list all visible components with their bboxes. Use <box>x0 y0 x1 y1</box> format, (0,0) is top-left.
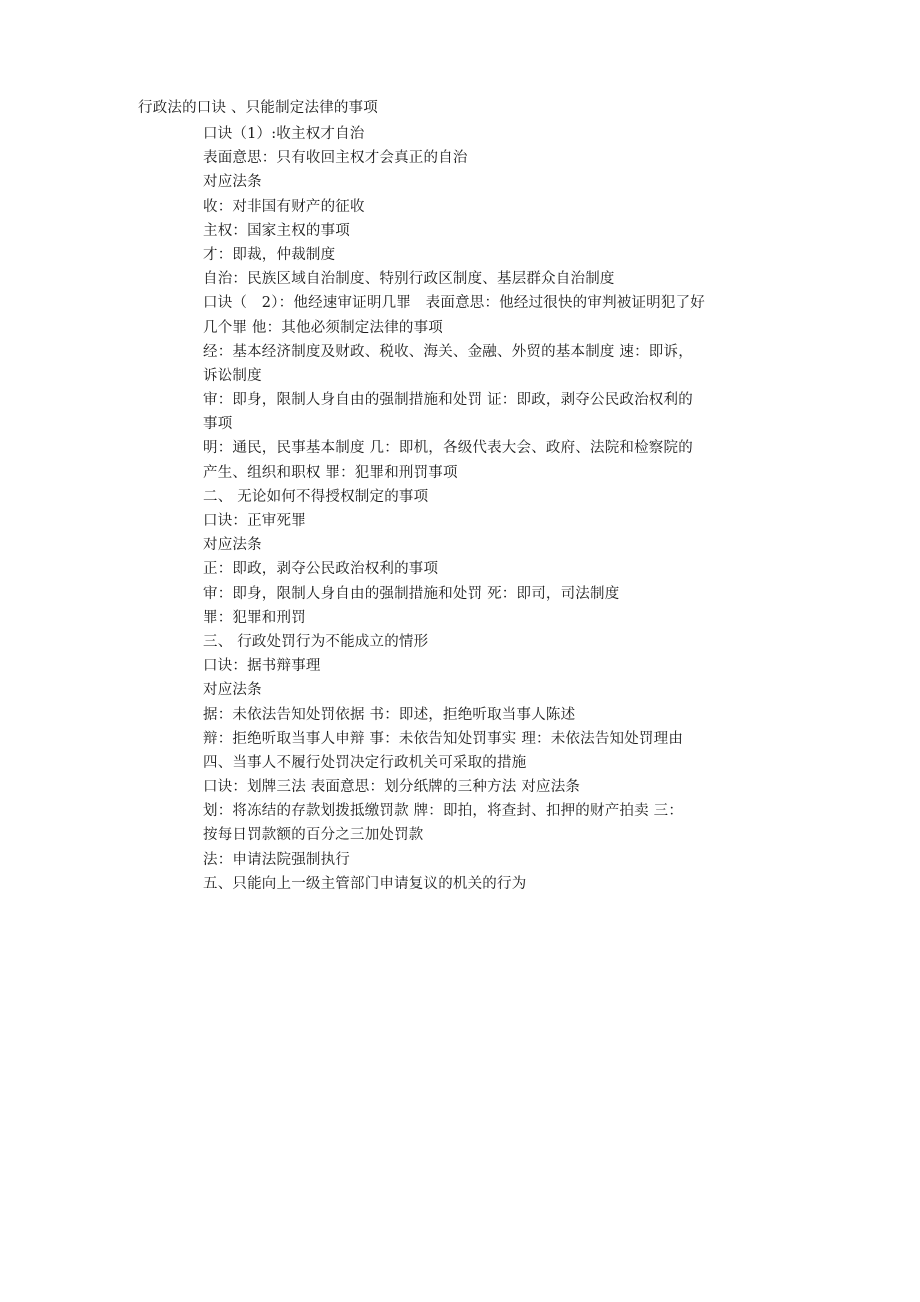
text-line: 表面意思：只有收回主权才会真正的自治 <box>203 150 468 167</box>
text-line: 自治：民族区域自治制度、特别行政区制度、基层群众自治制度 <box>203 271 615 288</box>
text-line: 二、 无论如何不得授权制定的事项 <box>203 488 429 505</box>
text-line: 收：对非国有财产的征收 <box>203 198 365 215</box>
text-line: 五、只能向上一级主管部门申请复议的机关的行为 <box>203 875 527 892</box>
text-line: 审：即身，限制人身自由的强制措施和处罚 证：即政，剥夺公民政治权利的 <box>203 392 693 409</box>
text-line: 法：申请法院强制执行 <box>203 851 350 868</box>
text-line: 口诀：划牌三法 表面意思：划分纸牌的三种方法 对应法条 <box>203 779 581 796</box>
text-line: 罪：犯罪和刑罚 <box>203 609 306 626</box>
text-line: 划：将冻结的存款划拨抵缴罚款 牌：即拍，将查封、扣押的财产拍卖 三： <box>203 803 684 820</box>
text-line: 对应法条 <box>203 537 262 554</box>
text-line: 口诀：据书辩事理 <box>203 658 321 675</box>
text-line: 才：即裁，仲裁制度 <box>203 246 336 263</box>
text-line: 正：即政，剥夺公民政治权利的事项 <box>203 561 439 578</box>
text-line: 审：即身，限制人身自由的强制措施和处罚 死：即司，司法制度 <box>203 585 620 602</box>
text-line: 口诀（1）:收主权才自治 <box>203 126 365 142</box>
text-line: 据：未依法告知处罚依据 书：即述，拒绝听取当事人陈述 <box>203 706 576 723</box>
text-line: 产生、组织和职权 罪：犯罪和刑罚事项 <box>203 464 458 481</box>
text-line: 经：基本经济制度及财政、税收、海关、金融、外贸的基本制度 速：即诉， <box>203 343 693 360</box>
text-line: 对应法条 <box>203 682 262 699</box>
document-body <box>203 122 733 896</box>
text-line: 口诀：正审死罪 <box>203 513 306 529</box>
text-line: 辩：拒绝听取当事人申辩 事：未依告知处罚事实 理：未依法告知处罚理由 <box>203 730 684 747</box>
text-line: 明：通民，民事基本制度 几：即机，各级代表大会、政府、法院和检察院的 <box>203 440 693 457</box>
text-line: 诉讼制度 <box>203 367 262 384</box>
text-line: 口诀（ 2）：他经速审证明几罪 表面意思：他经过很快的审判被证明犯了好 <box>203 295 705 312</box>
text-line: 事项 <box>203 416 233 433</box>
text-line: 主权：国家主权的事项 <box>203 222 350 239</box>
document-title: 行政法的口诀 、只能制定法律的事项 <box>138 100 379 116</box>
text-line: 按每日罚款额的百分之三加处罚款 <box>203 827 424 844</box>
text-line: 几个罪 他：其他必须制定法律的事项 <box>203 319 444 336</box>
text-line: 三、 行政处罚行为不能成立的情形 <box>203 633 429 650</box>
text-line: 对应法条 <box>203 174 262 191</box>
text-line: 四、当事人不履行处罚决定行政机关可采取的措施 <box>203 754 527 771</box>
